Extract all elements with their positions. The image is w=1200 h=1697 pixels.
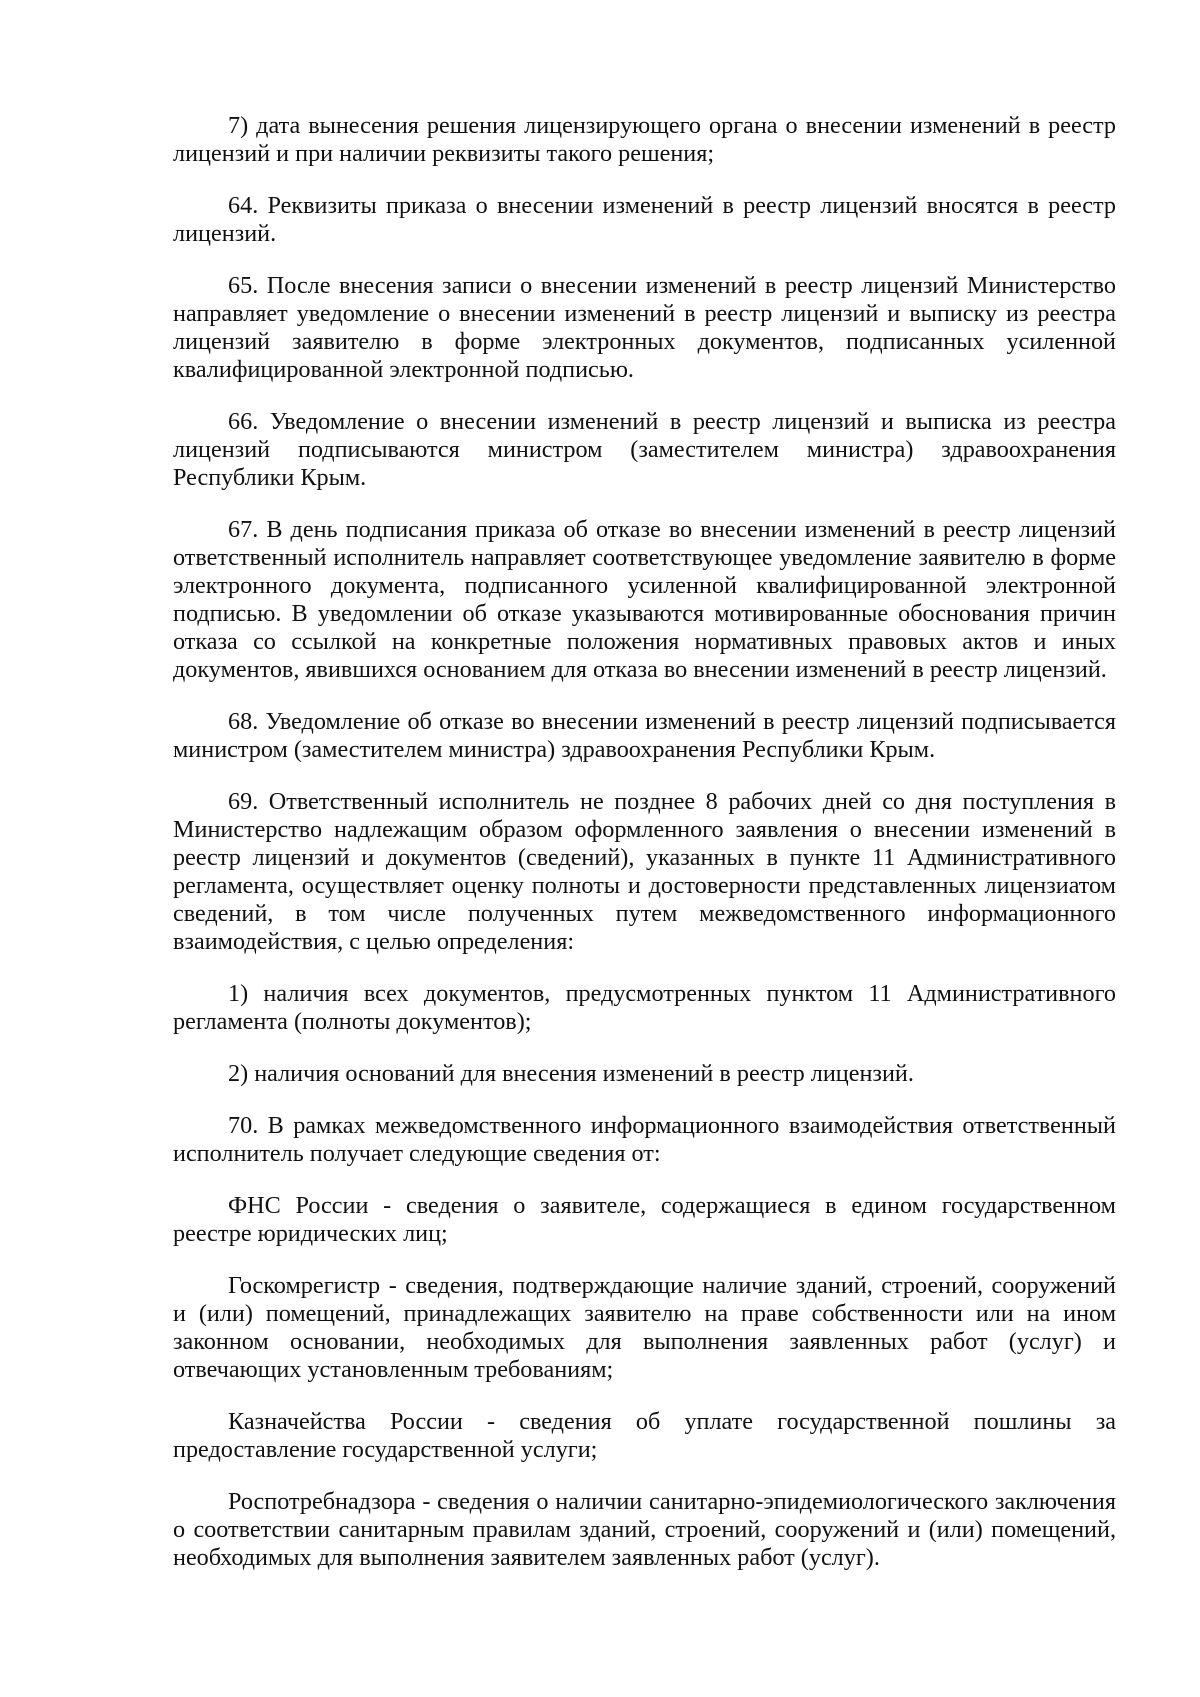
paragraph-69: 69. Ответственный исполнитель не позднее 8 рабочих дней со дня поступления в Министерство надлежащим образом оформленного заявления о внесении изменений в реестр лицензий и документов (сведений), указанных в пункте 11 Административного регламента, осуществляет оценку полноты и достоверности представленных лицензиатом сведений, в том числе полученных путем межведомственного информационного взаимодействия, с целью определения: <box>173 788 1116 955</box>
paragraph-item-7: 7) дата вынесения решения лицензирующего органа о внесении изменений в реестр лицензий и при наличии реквизиты такого решения; <box>173 112 1116 167</box>
paragraph-64: 64. Реквизиты приказа о внесении изменений в реестр лицензий вносятся в реестр лицензий. <box>173 192 1116 247</box>
document-page <box>173 112 1116 1572</box>
paragraph-69-item-1: 1) наличия всех документов, предусмотренных пунктом 11 Административного регламента (полноты документов); <box>173 980 1116 1035</box>
paragraph-70-goskomregistr: Госкомрегистр - сведения, подтверждающие наличие зданий, строений, сооружений и (или) помещений, принадлежащих заявителю на праве собственности или на ином законном основании, необходимых для выполнения заявленных работ (услуг) и отвечающих установленным требованиям; <box>173 1272 1116 1383</box>
paragraph-67: 67. В день подписания приказа об отказе во внесении изменений в реестр лицензий ответственный исполнитель направляет соответствующее уведомление заявителю в форме электронного документа, подписанного усиленной квалифицированной электронной подписью. В уведомлении об отказе указываются мотивированные обоснования причин отказа со ссылкой на конкретные положения нормативных правовых актов и иных документов, явившихся основанием для отказа во внесении изменений в реестр лицензий. <box>173 516 1116 683</box>
paragraph-65: 65. После внесения записи о внесении изменений в реестр лицензий Министерство направляет уведомление о внесении изменений в реестр лицензий и выписку из реестра лицензий заявителю в форме электронных документов, подписанных усиленной квалифицированной электронной подписью. <box>173 272 1116 383</box>
paragraph-69-item-2: 2) наличия оснований для внесения изменений в реестр лицензий. <box>228 1060 914 1087</box>
paragraph-70-rospotrebnadzor: Роспотребнадзора - сведения о наличии санитарно-эпидемиологического заключения о соответствии санитарным правилам зданий, строений, сооружений и (или) помещений, необходимых для выполнения заявителем заявленных работ (услуг). <box>173 1488 1116 1571</box>
paragraph-70-fns: ФНС России - сведения о заявителе, содержащиеся в едином государственном реестре юридических лиц; <box>173 1192 1116 1247</box>
paragraph-66: 66. Уведомление о внесении изменений в реестр лицензий и выписка из реестра лицензий подписываются министром (заместителем министра) здравоохранения Республики Крым. <box>173 408 1116 491</box>
paragraph-68: 68. Уведомление об отказе во внесении изменений в реестр лицензий подписывается министром (заместителем министра) здравоохранения Республики Крым. <box>173 708 1116 763</box>
paragraph-70: 70. В рамках межведомственного информационного взаимодействия ответственный исполнитель получает следующие сведения от: <box>173 1112 1116 1167</box>
paragraph-70-treasury: Казначейства России - сведения об уплате государственной пошлины за предоставление государственной услуги; <box>173 1408 1116 1463</box>
